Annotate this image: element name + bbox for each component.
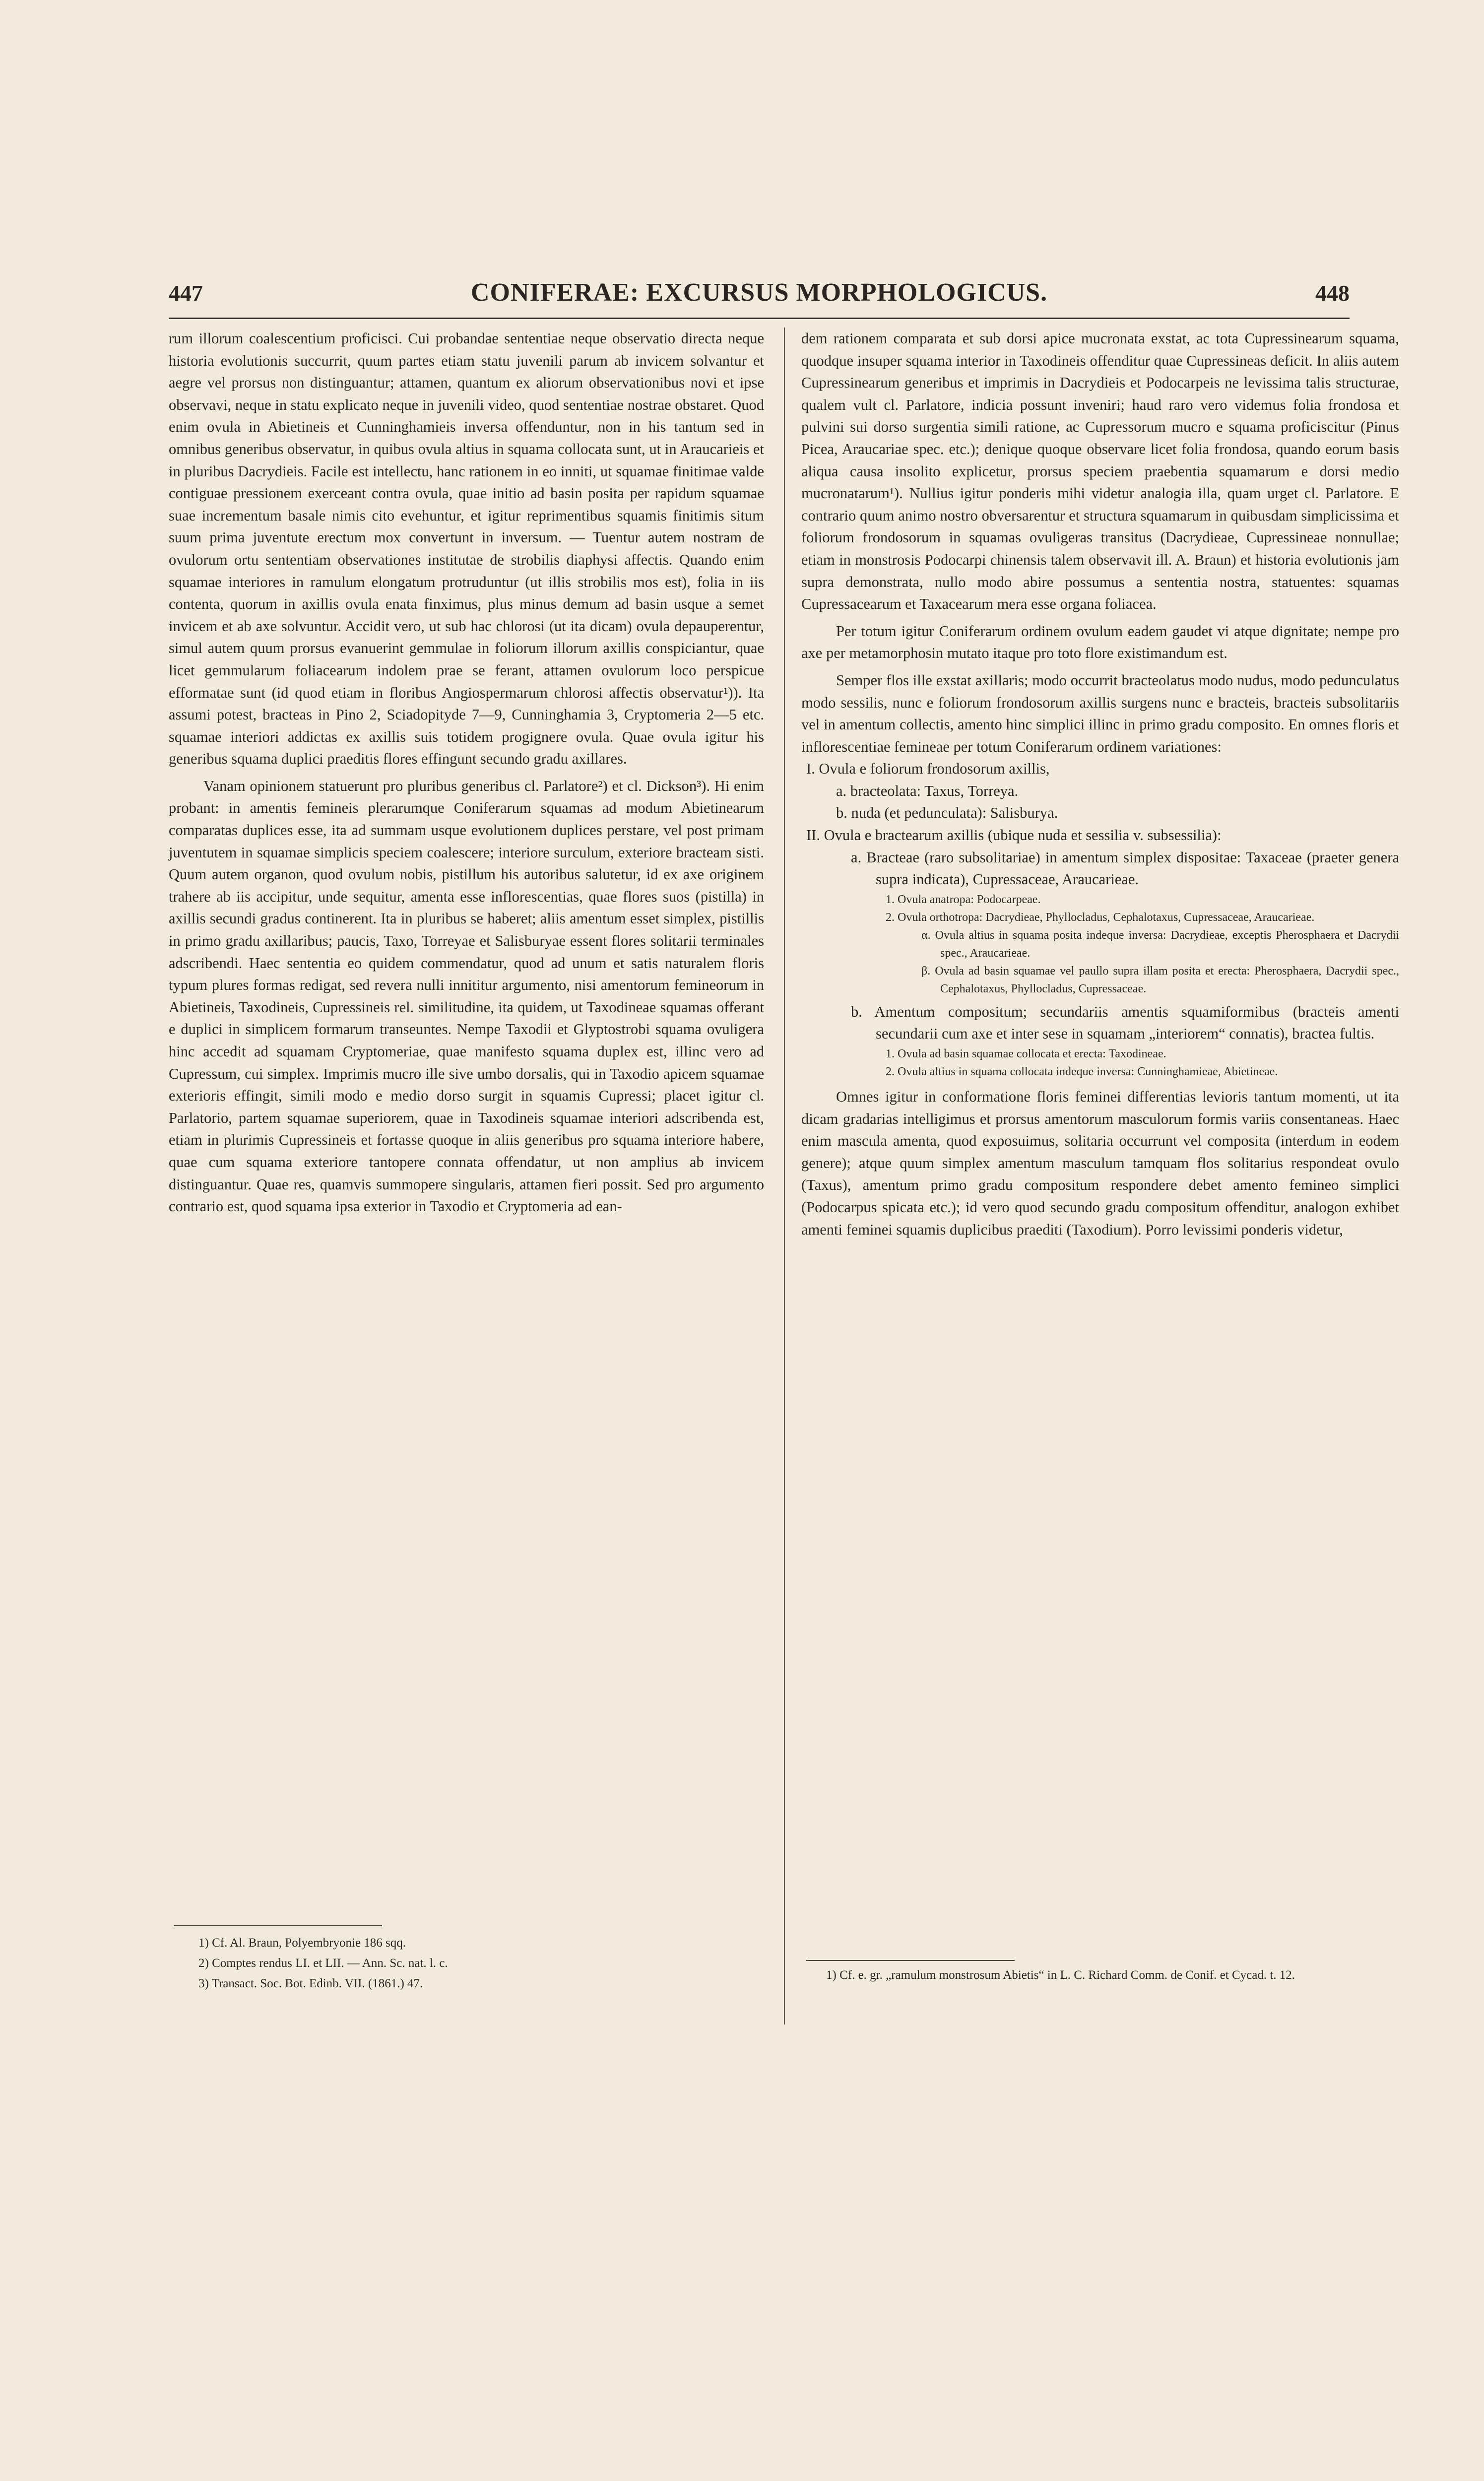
outline-item: 1. Ovula anatropa: Podocarpeae.	[886, 893, 1041, 906]
outline-item: I. Ovula e foliorum frondosorum axillis,	[806, 760, 1050, 778]
right-footnotes	[826, 1965, 1397, 1985]
right-column	[801, 327, 1399, 1240]
body-paragraph: Per totum igitur Coniferarum ordinem ovulum eadem gaudet vi atque dignitate; nempe pro axe per metamorphosin mutato itaque pro toto flore existimandum est.	[801, 622, 1399, 662]
footnote: 3) Transact. Soc. Bot. Edinb. VII. (1861.) 47.	[198, 1977, 423, 1990]
body-paragraph: Semper flos ille exstat axillaris; modo occurrit bracteolatus modo nudus, modo pedunculatus modo sessilis, nunc e foliorum frondosorum axillis surgens nunc e bracteis, bracteis subsolitariis vel in amentum collectis, amento hinc simplici illinc in primo gradu composito. En omnes floris et inflorescentiae femineae per totum Coniferarum ordinem variationes:	[801, 671, 1399, 755]
right-page-number: 448	[1315, 280, 1350, 306]
outline-item: b. nuda (et pedunculata): Salisburya.	[836, 804, 1058, 822]
body-paragraph: rum illorum coalescentium proficisci. Cui probandae sententiae neque observatio directa neque historia evolutionis succurrit, quum partes etiam statu juvenili parum ab invicem solvantur et aegre vel prorsus non distinguantur; attamen, quantum ex aliorum observationibus novi et ipse observavi, neque in statu explicato neque in juvenili video, quod sententiae nostrae obstaret. Quod enim ovula in Abietineis et Cunninghamieis inversa offenduntur, non in his tantum sed in omnibus generibus observatur, in quibus ovula altius in squama collocata sunt, ut in Araucarieis et in pluribus Dacrydieis. Facile est intellectu, hanc rationem in eo inniti, ut squamae finitimae valde contiguae pressionem exerceant contra ovula, quae initio ad basin posita per rapidum squamae suae incrementum basale nimis cito evehuntur, et igitur reprimentibus squamis finitimis situm suum prima juventute erectum mox convertunt in inversum. — Tuentur autem nostram de ovulorum ortu sententiam observationes institutae de strobilis diaphysi affectis. Quando enim squamae interiores in ramulum elongatum protruduntur (ut illis strobilis mos est), folia in iis contenta, quorum in axillis ovula enata finximus, plus minus demum ad basin usque a semet invicem et ab axe solvuntur. Accidit vero, ut sub hac chlorosi (ut ita dicam) ovula depauperentur, simul autem quum prorsus evanuerint gemmulae in foliorum illorum axillis conspiciantur, quae licet gemmularum foliacearum indolem prae se ferant, attamen ovulorum loco perspicue efformatae sunt (id quod etiam in floribus Angiospermarum chlorosi affectis observatur¹)). Ita assumi potest, bracteas in Pino 2, Sciadopityde 7—9, Cunninghamia 3, Cryptomeria 2—5 etc. squamae interiori addictas ex axillis suis totidem progignere ovula. Quae ovula igitur his generibus squama duplici praeditis flores effingunt secundo gradu axillares.	[169, 330, 764, 768]
header-rule	[169, 318, 1350, 319]
outline-item: β. Ovula ad basin squamae vel paullo supra illam posita et erecta: Pherosphaera, Dacrydii spec., Cephalotaxus, Phyllocladus, Cupressaceae.	[921, 964, 1399, 995]
left-footnotes	[198, 1933, 769, 1994]
outline-item: a. Bracteae (raro subsolitariae) in amentum simplex dispositae: Taxaceae (praeter genera supra indicata), Cupressaceae, Araucarieae.	[851, 849, 1399, 888]
left-column	[169, 327, 764, 1218]
running-title: CONIFERAE: EXCURSUS MORPHOLOGICUS.	[470, 278, 1048, 307]
body-paragraph: Omnes igitur in conformatione floris feminei differentias levioris tantum momenti, ut ita dicam gradarias intelligimus et prorsus amentorum masculorum formis variis consentaneas. Haec enim mascula amenta, quod exposuimus, solitaria occurrunt vel composita (interdum in eodem genere); atque quum simplex amentum masculum tamquam flos solitarius respondeat ovulo (Taxus), amentum primo gradu compositum respondere debet amento femineo simplici (Podocarpus spicata etc.); id vero quod secundo gradu compositum offenditur, analogon exhibet amenti feminei squamis duplicibus praediti (Taxodium). Porro levissimi ponderis videtur,	[801, 1088, 1399, 1238]
outline-item: II. Ovula e bractearum axillis (ubique nuda et sessilia v. subsessilia):	[806, 827, 1222, 844]
body-paragraph: dem rationem comparata et sub dorsi apice mucronata exstat, ac tota Cupressinearum squama, quodque insuper squama interior in Taxodineis offenditur quae Cupressineas deficit. In aliis autem Cupressinearum generibus et imprimis in Dacrydieis et Podocarpeis ne levissima talis structurae, qualem vult cl. Parlatore, indicia possunt inveniri; haud raro vero videmus folia frondosa et pulvini sui dorso surgentia simili ratione, ac Cupressorum mucro e squama proficiscitur (Pinus Picea, Araucariae spec. etc.); denique quoque observare licet folia frondosa, quando eorum basis aliqua causa insolito explicetur, prorsus speciem praebentia squamarum e dorsi medio mucronatarum¹). Nullius igitur ponderis mihi videtur analogia illa, quam urget cl. Parlatore. E contrario quum animo nostro obversarentur et structura squamarum in quibusdam simplicissima et foliorum frondosorum in squamas ovuligeras transitus (Dacrydieae, Cupressineae nonnullae; etiam in monstrosis Podocarpi chinensis talem observavit ill. A. Braun) et historia evolutionis jam supra demonstrata, nullo modo abire possumus a sententia nostra, statuentes: squamas Cupressacearum et Taxacearum mera esse organa foliacea.	[801, 330, 1399, 613]
left-page-number: 447	[169, 280, 203, 306]
column-divider	[784, 327, 785, 2024]
footnote: 1) Cf. e. gr. „ramulum monstrosum Abietis“ in L. C. Richard Comm. de Conif. et Cycad. t. 12.	[826, 1968, 1295, 1982]
outline-item: 1. Ovula ad basin squamae collocata et erecta: Taxodineae.	[886, 1047, 1166, 1061]
footnote: 2) Comptes rendus LI. et LII. — Ann. Sc. nat. l. c.	[198, 1957, 448, 1970]
outline-item: 2. Ovula orthotropa: Dacrydieae, Phyllocladus, Cephalotaxus, Cupressaceae, Araucarieae.	[886, 911, 1315, 924]
outline-item: 2. Ovula altius in squama collocata indeque inversa: Cunninghamieae, Abietineae.	[886, 1065, 1278, 1079]
body-paragraph: Vanam opinionem statuerunt pro pluribus generibus cl. Parlatore²) et cl. Dickson³). Hi enim probant: in amentis femineis plerarumque Coniferarum squamas ad modum Abietinearum comparatas duplices esse, ita ad summam usque evolutionem duplices perstare, vel post primam juventutem in squamae simplicis speciem coalescere; interiore surculum, exteriore bracteam sisti. Quum autem organon, quod ovulum nobis, pistillum his autoribus salutetur, id ex axe originem trahere ab iis accipitur, unde sequitur, amenta esse inflorescentias, quae flores suos (pistilla) in axillis secundi gradus continerent. Ita in pluribus se haberet; aliis amentum esset simplex, pistillis in primo gradu axillaribus; paucis, Taxo, Torreyae et Salisburyae essent flores solitarii terminales adscribendi. Haec sententia eo quidem commendatur, quod ad unum et satis naturalem floris typum plures formas redigat, sed revera nulli innititur argumento, nisi amentorum femineorum in Abietineis, Taxodineis, Cupressineis rel. similitudine, ita quidem, ut Taxodineae squamas offerant e duplici in simplicem formarum transeuntes. Nempe Taxodii et Glyptostrobi squama ovuligera hinc accedit ad squamam Cryptomeriae, quae manifesto squama duplex est, illinc vero ad Cupressum, cui simplex. Imprimis mucro ille sive umbo dorsalis, qui in Taxodio apicem squamae exterioris effingit, simili modo e medio dorso surgit in squamis Cupressi; placet igitur cl. Parlatorio, partem squamae superiorem, quae in Taxodineis squamae interiori adscribenda est, etiam in plurimis Cupressineis et fortasse quoque in aliis generibus pro squama interiore habere, quae cum squama exteriore tantopere connata offendatur, ut non amplius ab invicem distinguantur. Quae res, quamvis summopere singularis, attamen fieri possit. Sed pro argumento contrario est, quod squama ipsa exterior in Taxodio et Cryptomeria ad ean-	[169, 777, 764, 1215]
footnote-rule	[174, 1925, 382, 1926]
outline-item: α. Ovula altius in squama posita indeque inversa: Dacrydieae, exceptis Pherosphaera et Dacrydii spec., Araucarieae.	[921, 928, 1399, 960]
running-header	[169, 278, 1350, 323]
classification-outline	[801, 758, 1399, 1081]
outline-item: a. bracteolata: Taxus, Torreya.	[836, 782, 1019, 799]
footnote-rule	[806, 1960, 1015, 1961]
footnote: 1) Cf. Al. Braun, Polyembryonie 186 sqq.	[198, 1936, 406, 1950]
outline-item: b. Amentum compositum; secundariis amentis squamiformibus (bracteis amenti secundarii cum axe et inter sese in squamam „interiorem“ connatis), bractea fultis.	[851, 1003, 1399, 1043]
